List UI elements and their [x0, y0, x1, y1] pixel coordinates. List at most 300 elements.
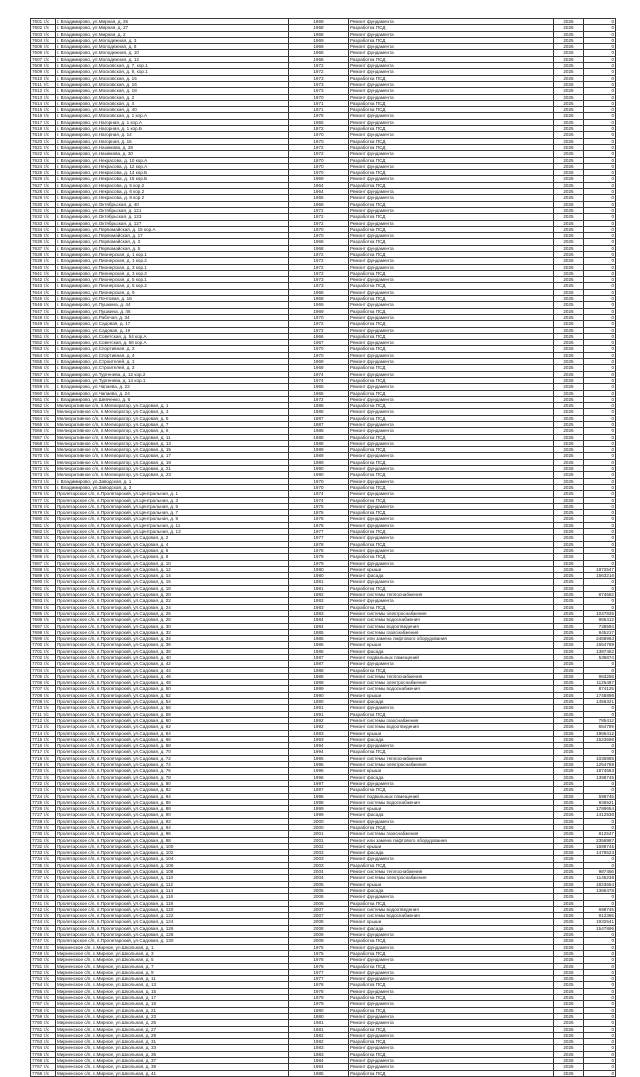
cell-cost: 0 — [584, 340, 616, 346]
cell-work-type: Разработка ПСД — [349, 37, 554, 43]
cell-address: г. Владимирово, ул.Пионерская, д. 3 кор.2 — [56, 270, 289, 276]
cell-cost: 0 — [584, 963, 616, 969]
cell-cost: 0 — [584, 1045, 616, 1051]
cell-address: Мирненское с/п, с.Мирное, ул.Школьная, д. 39 — [56, 1064, 289, 1070]
cell-record-id: 7697 т/с — [31, 623, 56, 629]
cell-plan-year: 2025 — [554, 585, 584, 591]
cell-record-id: 7620 т/с — [31, 138, 56, 144]
cell-work-type: Ремонт фундамента — [349, 396, 554, 402]
cell-address: г. Владимирово, ул.Московская, д. 4 — [56, 100, 289, 106]
cell-plan-year: 2025 — [554, 661, 584, 667]
cell-build-year: 1976 — [289, 522, 349, 528]
cell-work-type: Ремонт фундамента — [349, 932, 554, 938]
cell-cost: 0 — [584, 220, 616, 226]
cell-record-id: 7747 т/с — [31, 938, 56, 944]
cell-cost: 0 — [584, 94, 616, 100]
cell-build-year: 1990 — [289, 472, 349, 478]
cell-cost: 0 — [584, 270, 616, 276]
cell-work-type: Ремонт фундамента — [349, 1032, 554, 1038]
cell-work-type: Ремонт фундамента — [349, 207, 554, 213]
cell-address: г. Владимирово, ул.Советская, д. 54 кор.А — [56, 333, 289, 339]
cell-work-type: Ремонт фасада — [349, 887, 554, 893]
cell-cost: 0 — [584, 1064, 616, 1070]
cell-record-id: 7608 т/с — [31, 63, 56, 69]
cell-address: г. Владимирово, ул.Садовая, д. 17 — [56, 321, 289, 327]
cell-plan-year: 2025 — [554, 157, 584, 163]
cell-plan-year: 2025 — [554, 768, 584, 774]
cell-build-year: 1983 — [289, 1045, 349, 1051]
cell-build-year: 1979 — [289, 995, 349, 1001]
cell-build-year: 1970 — [289, 352, 349, 358]
cell-record-id: 7614 т/с — [31, 100, 56, 106]
cell-work-type: Ремонт фундамента — [349, 132, 554, 138]
cell-build-year: 2004 — [289, 875, 349, 881]
cell-cost: 0 — [584, 182, 616, 188]
cell-work-type: Ремонт фундамента — [349, 359, 554, 365]
cell-record-id: 7722 т/с — [31, 780, 56, 786]
cell-address: Пролетарское с/п, п.Пролетарский, ул.Садовая, д. 126 — [56, 925, 289, 931]
cell-plan-year: 2025 — [554, 81, 584, 87]
cell-build-year: 2005 — [289, 881, 349, 887]
cell-address: Мирненское с/п, с.Мирное, ул.Школьная, д. 25 — [56, 1020, 289, 1026]
cell-work-type: Ремонт системы водоснабжения — [349, 686, 554, 692]
cell-cost: 0 — [584, 258, 616, 264]
cell-work-type: Ремонт фасада — [349, 850, 554, 856]
cell-plan-year: 2025 — [554, 780, 584, 786]
cell-plan-year: 2025 — [554, 843, 584, 849]
cell-cost: 785412 — [584, 717, 616, 723]
cell-address: г. Владимирово, ул.Пионерская, д. 3 кор.1 — [56, 264, 289, 270]
cell-build-year: 1978 — [289, 982, 349, 988]
cell-plan-year: 2025 — [554, 831, 584, 837]
cell-plan-year: 2025 — [554, 447, 584, 453]
cell-work-type: Ремонт фундамента — [349, 94, 554, 100]
cell-plan-year: 2025 — [554, 359, 584, 365]
cell-address: Пролетарское с/п, п.Пролетарский, ул.Садовая, д. 118 — [56, 900, 289, 906]
cell-work-type: Разработка ПСД — [349, 346, 554, 352]
cell-record-id: 7744 т/с — [31, 919, 56, 925]
cell-plan-year: 2025 — [554, 182, 584, 188]
cell-plan-year: 2025 — [554, 327, 584, 333]
cell-plan-year: 2025 — [554, 314, 584, 320]
cell-cost: 0 — [584, 314, 616, 320]
cell-record-id: 7720 т/с — [31, 768, 56, 774]
cell-plan-year: 2025 — [554, 881, 584, 887]
cell-address: Мирненское с/п, с.Мирное, ул.Школьная, д. 37 — [56, 1057, 289, 1063]
cell-address: г. Владимирово, ул.Октябрьская, д. 127 — [56, 220, 289, 226]
cell-cost: 0 — [584, 705, 616, 711]
cell-address: Пролетарское с/п, п.Пролетарский, ул.Садовая, д. 100 — [56, 843, 289, 849]
cell-build-year: 1996 — [289, 774, 349, 780]
cell-work-type: Ремонт фундамента — [349, 969, 554, 975]
cell-work-type: Разработка ПСД — [349, 1007, 554, 1013]
cell-address: г. Владимирово, ул.Садовая, д. 19 — [56, 327, 289, 333]
cell-build-year: 1977 — [289, 529, 349, 535]
cell-work-type: Ремонт системы теплоснабжения — [349, 869, 554, 875]
cell-address: г. Владимирово, ул.Московская, д. 40 — [56, 107, 289, 113]
cell-address: г. Владимирово, ул.Некрасова, д. 8 кор.2 — [56, 195, 289, 201]
cell-cost: 1125487 — [584, 680, 616, 686]
cell-plan-year: 2025 — [554, 170, 584, 176]
cell-plan-year: 2025 — [554, 717, 584, 723]
cell-build-year: 1982 — [289, 592, 349, 598]
cell-work-type: Ремонт фундамента — [349, 440, 554, 446]
cell-work-type: Ремонт фундамента — [349, 195, 554, 201]
cell-build-year: 1970 — [289, 226, 349, 232]
cell-build-year: 1998 — [289, 799, 349, 805]
cell-work-type: Ремонт фундамента — [349, 1064, 554, 1070]
cell-cost: 0 — [584, 56, 616, 62]
cell-build-year: 1987 — [289, 422, 349, 428]
cell-address: Пролетарское с/п, п.Пролетарский, ул.Садовая, д. 108 — [56, 869, 289, 875]
cell-cost: 0 — [584, 825, 616, 831]
cell-cost: 0 — [584, 415, 616, 421]
cell-plan-year: 2025 — [554, 352, 584, 358]
cell-address: Пролетарское с/п, п.Пролетарский, ул.Садовая, д. 4 — [56, 541, 289, 547]
cell-work-type: Ремонт фундамента — [349, 384, 554, 390]
cell-plan-year: 2025 — [554, 390, 584, 396]
cell-plan-year: 2025 — [554, 654, 584, 660]
cell-address: Пролетарское с/п, п.Пролетарский, ул.Садовая, д. 56 — [56, 705, 289, 711]
cell-cost: 0 — [584, 440, 616, 446]
cell-address: г. Владимирово, ул.Пионерская, д. 5 кор.2 — [56, 283, 289, 289]
cell-build-year: 1980 — [289, 566, 349, 572]
cell-record-id: 7716 т/с — [31, 743, 56, 749]
cell-plan-year: 2025 — [554, 623, 584, 629]
cell-plan-year: 2025 — [554, 478, 584, 484]
cell-build-year: 1987 — [289, 415, 349, 421]
cell-record-id: 7759 т/с — [31, 1013, 56, 1019]
cell-cost: 0 — [584, 585, 616, 591]
cell-plan-year: 2025 — [554, 762, 584, 768]
cell-record-id: 7753 т/с — [31, 976, 56, 982]
cell-address: г. Владимирово, ул.Первомайская, д. 3 — [56, 239, 289, 245]
cell-work-type: Ремонт фундамента — [349, 780, 554, 786]
cell-cost: 0 — [584, 1026, 616, 1032]
cell-cost: 0 — [584, 189, 616, 195]
cell-address: г. Владимирово, ул.Строителей, д. 1 — [56, 359, 289, 365]
cell-record-id: 7666 т/с — [31, 428, 56, 434]
cell-record-id: 7629 т/с — [31, 195, 56, 201]
cell-build-year: 1972 — [289, 144, 349, 150]
cell-work-type: Ремонт фундамента — [349, 1020, 554, 1026]
cell-address: Мелиоративное с/п, п.Мелиоратор, ул.Садовая, д. 9 — [56, 428, 289, 434]
cell-cost: 0 — [584, 377, 616, 383]
cell-work-type: Ремонт крыши — [349, 730, 554, 736]
cell-plan-year: 2025 — [554, 302, 584, 308]
cell-work-type: Ремонт системы теплоснабжения — [349, 673, 554, 679]
cell-address: Пролетарское с/п, п.Пролетарский, ул.Садовая, д. 22 — [56, 598, 289, 604]
cell-record-id: 7730 т/с — [31, 831, 56, 837]
cell-address: Пролетарское с/п, п.Пролетарский, ул.Садовая, д. 90 — [56, 812, 289, 818]
cell-cost: 598745 — [584, 793, 616, 799]
cell-work-type: Ремонт фундамента — [349, 1057, 554, 1063]
cell-address: Пролетарское с/п, п.Пролетарский, ул.Садовая, д. 34 — [56, 636, 289, 642]
cell-plan-year: 2025 — [554, 1064, 584, 1070]
cell-cost: 0 — [584, 1057, 616, 1063]
cell-cost: 0 — [584, 491, 616, 497]
cell-record-id: 7702 т/с — [31, 654, 56, 660]
cell-address: г. Владимирово, ул.Некрасова, д. 5 кор.2 — [56, 182, 289, 188]
cell-build-year: 1988 — [289, 673, 349, 679]
cell-address: Мелиоративное с/п, п.Мелиоратор, ул.Садовая, д. 7 — [56, 422, 289, 428]
cell-work-type: Ремонт системы теплоснабжения — [349, 755, 554, 761]
cell-record-id: 7706 т/с — [31, 680, 56, 686]
cell-cost: 0 — [584, 100, 616, 106]
cell-record-id: 7678 т/с — [31, 503, 56, 509]
cell-cost: 0 — [584, 938, 616, 944]
cell-work-type: Ремонт крыши — [349, 806, 554, 812]
cell-plan-year: 2025 — [554, 711, 584, 717]
cell-work-type: Разработка ПСД — [349, 434, 554, 440]
cell-work-type: Ремонт фундамента — [349, 44, 554, 50]
cell-cost: 0 — [584, 1070, 616, 1076]
cell-address: Пролетарское с/п, п.Пролетарский, ул.Центральная, д. 1 — [56, 491, 289, 497]
cell-work-type: Ремонт системы водоснабжения — [349, 799, 554, 805]
cell-build-year: 1967 — [289, 340, 349, 346]
cell-work-type: Ремонт фундамента — [349, 176, 554, 182]
cell-work-type: Ремонт фундамента — [349, 264, 554, 270]
cell-build-year: 1983 — [289, 610, 349, 616]
cell-address: Пролетарское с/п, п.Пролетарский, ул.Садовая, д. 66 — [56, 736, 289, 742]
cell-work-type: Разработка ПСД — [349, 201, 554, 207]
cell-cost: 0 — [584, 289, 616, 295]
cell-work-type: Ремонт фундамента — [349, 81, 554, 87]
cell-work-type: Разработка ПСД — [349, 377, 554, 383]
cell-plan-year: 2025 — [554, 428, 584, 434]
cell-cost: 0 — [584, 157, 616, 163]
cell-cost: 0 — [584, 894, 616, 900]
cell-address: г. Владимирово, ул.Молодежная, д. 10 — [56, 50, 289, 56]
cell-work-type: Разработка ПСД — [349, 749, 554, 755]
cell-build-year: 1986 — [289, 642, 349, 648]
cell-build-year: 1990 — [289, 699, 349, 705]
cell-build-year: 1974 — [289, 377, 349, 383]
cell-address: Пролетарское с/п, п.Пролетарский, ул.Садовая, д. 102 — [56, 850, 289, 856]
cell-plan-year: 2025 — [554, 982, 584, 988]
cell-build-year: 1972 — [289, 396, 349, 402]
cell-work-type: Ремонт системы газоснабжения — [349, 831, 554, 837]
cell-plan-year: 2025 — [554, 415, 584, 421]
cell-work-type: Разработка ПСД — [349, 144, 554, 150]
cell-plan-year: 2025 — [554, 19, 584, 25]
cell-record-id: 7723 т/с — [31, 787, 56, 793]
cell-work-type: Ремонт фундамента — [349, 233, 554, 239]
cell-address: г. Владимирово, ул.Чапаева, д. 22 — [56, 384, 289, 390]
cell-plan-year: 2025 — [554, 547, 584, 553]
cell-plan-year: 2025 — [554, 667, 584, 673]
cell-plan-year: 2025 — [554, 598, 584, 604]
cell-build-year: 2003 — [289, 856, 349, 862]
cell-plan-year: 2025 — [554, 1026, 584, 1032]
cell-plan-year: 2025 — [554, 686, 584, 692]
cell-work-type: Разработка ПСД — [349, 667, 554, 673]
table-body — [31, 19, 616, 1077]
cell-plan-year: 2025 — [554, 321, 584, 327]
cell-record-id: 7644 т/с — [31, 289, 56, 295]
cell-record-id: 7698 т/с — [31, 629, 56, 635]
cell-build-year: 1994 — [289, 743, 349, 749]
cell-work-type: Ремонт фасада — [349, 812, 554, 818]
cell-build-year: 2002 — [289, 843, 349, 849]
cell-build-year: 1972 — [289, 264, 349, 270]
cell-cost: 0 — [584, 207, 616, 213]
cell-work-type: Ремонт фундамента — [349, 503, 554, 509]
cell-plan-year: 2025 — [554, 132, 584, 138]
cell-address: Пролетарское с/п, п.Пролетарский, ул.Садовая, д. 88 — [56, 806, 289, 812]
cell-build-year: 1964 — [289, 189, 349, 195]
cell-address: Пролетарское с/п, п.Пролетарский, ул.Садовая, д. 98 — [56, 837, 289, 843]
cell-record-id: 7657 т/с — [31, 371, 56, 377]
cell-build-year: 1980 — [289, 1007, 349, 1013]
cell-record-id: 7671 т/с — [31, 459, 56, 465]
cell-cost: 0 — [584, 264, 616, 270]
cell-record-id: 7611 т/с — [31, 81, 56, 87]
cell-work-type: Ремонт фундамента — [349, 245, 554, 251]
cell-build-year: 2002 — [289, 850, 349, 856]
cell-build-year: 1994 — [289, 749, 349, 755]
cell-record-id: 7601 т/с — [31, 19, 56, 25]
cell-plan-year: 2025 — [554, 75, 584, 81]
cell-address: Мелиоративное с/п, п.Мелиоратор, ул.Садовая, д. 5 — [56, 415, 289, 421]
cell-record-id: 7642 т/с — [31, 277, 56, 283]
cell-work-type: Ремонт фасада — [349, 774, 554, 780]
cell-plan-year: 2025 — [554, 409, 584, 415]
cell-address: Пролетарское с/п, п.Пролетарский, ул.Центральная, д. 13 — [56, 529, 289, 535]
cell-record-id: 7736 т/с — [31, 869, 56, 875]
cell-plan-year: 2025 — [554, 862, 584, 868]
cell-address: Мирненское с/п, с.Мирное, ул.Школьная, д. 7 — [56, 963, 289, 969]
cell-address: Пролетарское с/п, п.Пролетарский, ул.Садовая, д. 74 — [56, 762, 289, 768]
cell-plan-year: 2025 — [554, 264, 584, 270]
cell-work-type: Разработка ПСД — [349, 459, 554, 465]
cell-address: Пролетарское с/п, п.Пролетарский, ул.Центральная, д. 7 — [56, 510, 289, 516]
cell-address: Пролетарское с/п, п.Пролетарский, ул.Садовая, д. 84 — [56, 793, 289, 799]
cell-address: Мирненское с/п, с.Мирное, ул.Школьная, д. 13 — [56, 982, 289, 988]
cell-build-year: 1969 — [289, 296, 349, 302]
cell-record-id: 7637 т/с — [31, 245, 56, 251]
cell-plan-year: 2025 — [554, 818, 584, 824]
cell-record-id: 7761 т/с — [31, 1026, 56, 1032]
cell-build-year: 1973 — [289, 88, 349, 94]
cell-build-year: 1966 — [289, 56, 349, 62]
cell-plan-year: 2025 — [554, 453, 584, 459]
cell-build-year: 1964 — [289, 182, 349, 188]
cell-build-year: 1969 — [289, 176, 349, 182]
cell-work-type: Ремонт фундамента — [349, 535, 554, 541]
cell-work-type: Ремонт фундамента — [349, 478, 554, 484]
cell-address: г. Владимирово, ул.Нахимова, д. 28 — [56, 144, 289, 150]
cell-plan-year: 2025 — [554, 774, 584, 780]
cell-cost: 0 — [584, 359, 616, 365]
cell-work-type: Ремонт подвальных помещений — [349, 793, 554, 799]
cell-cost: 0 — [584, 352, 616, 358]
cell-cost: 0 — [584, 434, 616, 440]
cell-record-id: 7667 т/с — [31, 434, 56, 440]
cell-record-id: 7643 т/с — [31, 283, 56, 289]
cell-cost: 0 — [584, 862, 616, 868]
cell-plan-year: 2025 — [554, 925, 584, 931]
cell-address: г. Владимирово, ул.Московская, д. 9, кор.1 — [56, 69, 289, 75]
cell-work-type: Ремонт фундамента — [349, 314, 554, 320]
cell-record-id: 7745 т/с — [31, 925, 56, 931]
cell-record-id: 7606 т/с — [31, 50, 56, 56]
cell-address: г. Владимирово, ул.Октябрьская, д. 121 — [56, 207, 289, 213]
cell-plan-year: 2025 — [554, 138, 584, 144]
cell-work-type: Ремонт фундамента — [349, 547, 554, 553]
cell-cost: 1365478 — [584, 887, 616, 893]
cell-build-year: 1998 — [289, 793, 349, 799]
cell-address: г. Владимирово, ул.Некрасова, д. 10 кор.А — [56, 157, 289, 163]
cell-cost: 0 — [584, 459, 616, 465]
cell-work-type: Ремонт фундамента — [349, 119, 554, 125]
cell-record-id: 7648 т/с — [31, 314, 56, 320]
cell-address: г. Владимирово, ул.Московская, д. 2 — [56, 94, 289, 100]
cell-plan-year: 2025 — [554, 220, 584, 226]
cell-work-type: Ремонт фундамента — [349, 661, 554, 667]
cell-record-id: 7659 т/с — [31, 384, 56, 390]
cell-build-year: 1971 — [289, 107, 349, 113]
cell-plan-year: 2025 — [554, 869, 584, 875]
cell-address: г. Владимирово, ул.Первомайская, д. 17 — [56, 233, 289, 239]
cell-build-year: 1976 — [289, 516, 349, 522]
cell-record-id: 7656 т/с — [31, 365, 56, 371]
cell-record-id: 7734 т/с — [31, 856, 56, 862]
cell-record-id: 7638 т/с — [31, 251, 56, 257]
cell-record-id: 7738 т/с — [31, 881, 56, 887]
cell-record-id: 7604 т/с — [31, 37, 56, 43]
cell-plan-year: 2025 — [554, 579, 584, 585]
cell-address: Пролетарское с/п, п.Пролетарский, ул.Садовая, д. 46 — [56, 673, 289, 679]
cell-address: г. Владимирово, ул.Пионерская, д. 1 кор.1 — [56, 251, 289, 257]
cell-build-year: 1997 — [289, 787, 349, 793]
cell-plan-year: 2025 — [554, 736, 584, 742]
cell-address: г. Владимирово, ул.Первомайская, д. 15 кор.А — [56, 226, 289, 232]
cell-plan-year: 2025 — [554, 566, 584, 572]
cell-record-id: 7689 т/с — [31, 573, 56, 579]
cell-build-year: 1989 — [289, 459, 349, 465]
cell-record-id: 7709 т/с — [31, 699, 56, 705]
cell-build-year: 1986 — [289, 648, 349, 654]
cell-record-id: 7653 т/с — [31, 346, 56, 352]
cell-work-type: Ремонт крыши — [349, 768, 554, 774]
cell-plan-year: 2025 — [554, 126, 584, 132]
cell-address: г. Владимирово, ул.Нагорная, д. 14 — [56, 132, 289, 138]
cell-record-id: 7735 т/с — [31, 862, 56, 868]
cell-build-year: 1981 — [289, 1020, 349, 1026]
cell-cost: 0 — [584, 510, 616, 516]
cell-record-id: 7707 т/с — [31, 686, 56, 692]
cell-cost: 0 — [584, 75, 616, 81]
cell-plan-year: 2025 — [554, 119, 584, 125]
cell-work-type: Ремонт фундамента — [349, 1001, 554, 1007]
cell-address: г. Владимирово, ул.Октябрьская, д. 40 — [56, 201, 289, 207]
cell-record-id: 7742 т/с — [31, 906, 56, 912]
cell-plan-year: 2025 — [554, 107, 584, 113]
cell-record-id: 7714 т/с — [31, 730, 56, 736]
cell-build-year: 1978 — [289, 988, 349, 994]
cell-cost: 1547896 — [584, 925, 616, 931]
cell-plan-year: 2025 — [554, 340, 584, 346]
cell-plan-year: 2025 — [554, 900, 584, 906]
cell-work-type: Ремонт фундамента — [349, 50, 554, 56]
cell-build-year: 1969 — [289, 365, 349, 371]
cell-work-type: Ремонт фундамента — [349, 422, 554, 428]
cell-plan-year: 2025 — [554, 856, 584, 862]
cell-build-year: 1968 — [289, 239, 349, 245]
cell-address: г. Владимирово, ул.Пушкина, д. 44 — [56, 302, 289, 308]
cell-work-type: Разработка ПСД — [349, 251, 554, 257]
